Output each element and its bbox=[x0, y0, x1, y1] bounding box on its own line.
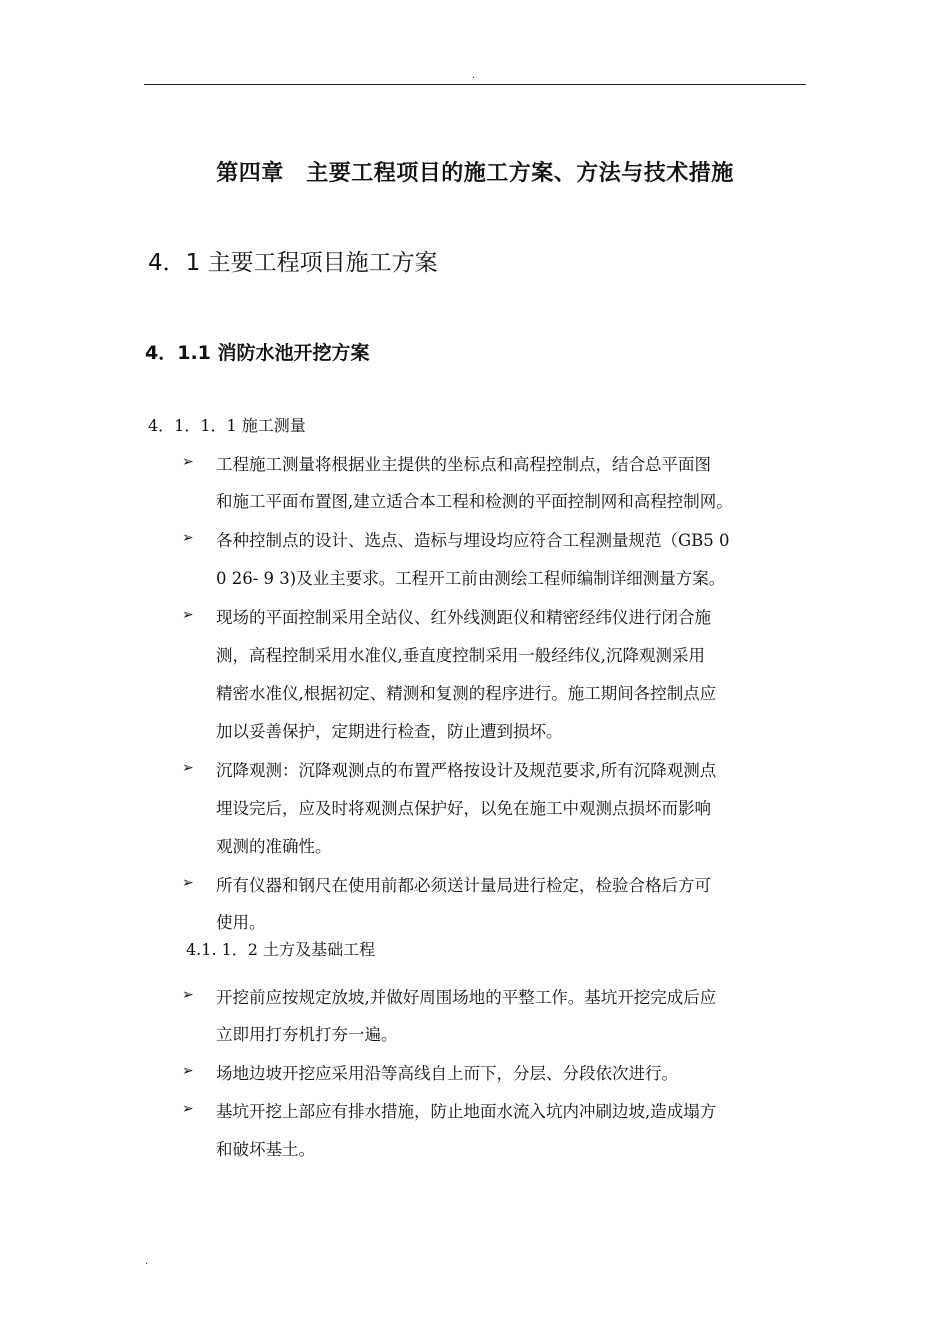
footer-mark: . bbox=[145, 1256, 149, 1267]
bullet-icon: ➢ bbox=[182, 987, 194, 1003]
bullet-icon: ➢ bbox=[182, 760, 194, 776]
list-line: 立即用打夯机打夯一遍。 bbox=[216, 1025, 398, 1044]
list-line: 和施工平面布置图,建立适合本工程和检测的平面控制网和高程控制网。 bbox=[216, 492, 733, 511]
chapter-title: 第四章 主要工程项目的施工方案、方法与技术措施 bbox=[216, 161, 734, 186]
section-heading-4-1-1-2: 4.1. 1．2 土方及基础工程 bbox=[186, 940, 376, 959]
list-line: 各种控制点的设计、选点、造标与埋设均应符合工程测量规范（GB5 0 bbox=[216, 531, 730, 550]
list-line: 开挖前应按规定放坡,并做好周围场地的平整工作。基坑开挖完成后应 bbox=[216, 988, 717, 1007]
list-line: 测，高程控制采用水准仪,垂直度控制采用一般经纬仪,沉降观测采用 bbox=[216, 646, 705, 665]
bullet-icon: ➢ bbox=[182, 530, 194, 546]
list-line: 观测的准确性。 bbox=[216, 837, 332, 856]
bullet-icon: ➢ bbox=[182, 1063, 194, 1079]
list-line: 工程施工测量将根据业主提供的坐标点和高程控制点，结合总平面图 bbox=[216, 455, 711, 474]
list-line: 埋设完后，应及时将观测点保护好，以免在施工中观测点损坏而影响 bbox=[216, 799, 711, 818]
bullet-icon: ➢ bbox=[182, 454, 194, 470]
list-line: 使用。 bbox=[216, 913, 266, 932]
list-line: 加以妥善保护，定期进行检查，防止遭到损坏。 bbox=[216, 722, 563, 741]
header-rule bbox=[144, 84, 806, 85]
list-line: 和破坏基土。 bbox=[216, 1140, 315, 1159]
section-heading-4-1-1-1: 4．1．1．1 施工测量 bbox=[148, 416, 306, 435]
header-mark: . bbox=[472, 70, 476, 81]
list-line: 0 26- 9 3)及业主要求。工程开工前由测绘工程师编制详细测量方案。 bbox=[216, 569, 726, 588]
list-line: 现场的平面控制采用全站仪、红外线测距仪和精密经纬仪进行闭合施 bbox=[216, 608, 711, 627]
section-heading-4-1: 4．1 主要工程项目施工方案 bbox=[148, 250, 438, 276]
list-line: 场地边坡开挖应采用沿等高线自上而下，分层、分段依次进行。 bbox=[216, 1064, 678, 1083]
section-heading-4-1-1: 4．1.1 消防水池开挖方案 bbox=[145, 342, 370, 364]
list-line: 精密水准仪,根据初定、精测和复测的程序进行。施工期间各控制点应 bbox=[216, 684, 717, 703]
list-line: 沉降观测：沉降观测点的布置严格按设计及规范要求,所有沉降观测点 bbox=[216, 761, 717, 780]
list-line: 所有仪器和钢尺在使用前都必须送计量局进行检定，检验合格后方可 bbox=[216, 876, 711, 895]
bullet-icon: ➢ bbox=[182, 607, 194, 623]
bullet-icon: ➢ bbox=[182, 875, 194, 891]
bullet-icon: ➢ bbox=[182, 1101, 194, 1117]
list-line: 基坑开挖上部应有排水措施，防止地面水流入坑内冲刷边坡,造成塌方 bbox=[216, 1102, 717, 1121]
